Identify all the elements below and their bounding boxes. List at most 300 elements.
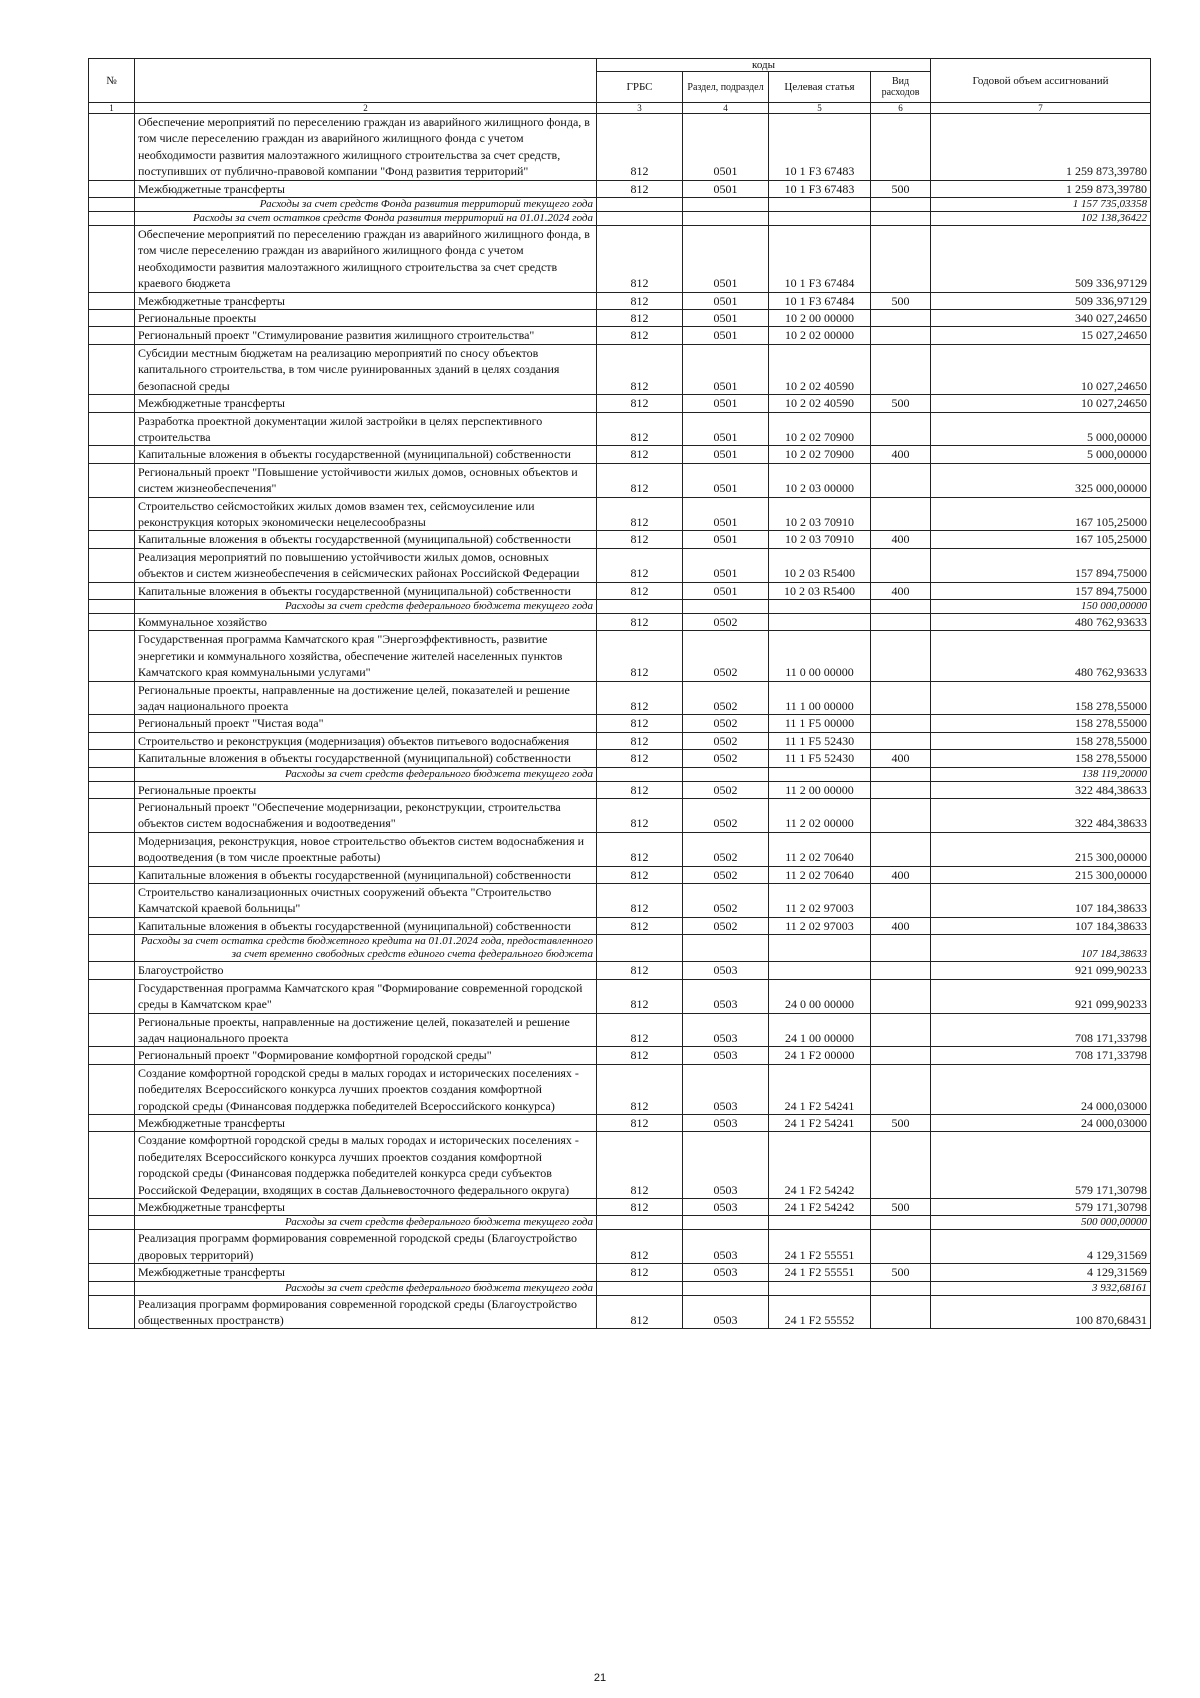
table-row — [89, 884, 1151, 918]
cell-vid — [871, 799, 931, 833]
cell-grbs: 812 — [597, 463, 683, 497]
cell-vid — [871, 1013, 931, 1047]
cell-razdel: 0503 — [683, 1064, 769, 1114]
cell-grbs: 812 — [597, 1132, 683, 1199]
cell-amount: 158 278,55000 — [931, 750, 1151, 767]
cell-grbs: 812 — [597, 1230, 683, 1264]
cell-note-text: Расходы за счет средств федерального бюджета текущего года — [135, 767, 597, 781]
cell-grbs: 812 — [597, 226, 683, 293]
column-numbers-row — [89, 103, 1151, 114]
cell-num — [89, 884, 135, 918]
cell-vid — [871, 212, 931, 226]
cell-razdel — [683, 212, 769, 226]
cell-razdel: 0501 — [683, 463, 769, 497]
cell-tselevaya: 11 1 00 00000 — [769, 681, 871, 715]
cell-razdel: 0502 — [683, 917, 769, 934]
cell-num — [89, 310, 135, 327]
cell-name: Региональный проект "Стимулирование развития жилищного строительства" — [135, 327, 597, 344]
funding-note-row — [89, 1281, 1151, 1295]
cell-name: Межбюджетные трансферты — [135, 395, 597, 412]
cell-vid — [871, 198, 931, 212]
cell-tselevaya — [769, 962, 871, 979]
cell-tselevaya: 10 2 02 40590 — [769, 344, 871, 394]
cell-vid: 400 — [871, 750, 931, 767]
cell-grbs: 812 — [597, 979, 683, 1013]
cell-num — [89, 979, 135, 1013]
cell-num — [89, 531, 135, 548]
cell-num — [89, 866, 135, 883]
cell-razdel — [683, 767, 769, 781]
cell-amount: 708 171,33798 — [931, 1013, 1151, 1047]
table-row — [89, 497, 1151, 531]
cell-amount: 100 870,68431 — [931, 1295, 1151, 1329]
cell-razdel: 0501 — [683, 497, 769, 531]
header-tselevaya: Целевая статья — [769, 72, 871, 103]
cell-name: Капитальные вложения в объекты государственной (муниципальной) собственности — [135, 531, 597, 548]
cell-razdel: 0501 — [683, 344, 769, 394]
cell-amount: 5 000,00000 — [931, 412, 1151, 446]
cell-num — [89, 962, 135, 979]
cell-tselevaya: 24 1 F2 54242 — [769, 1132, 871, 1199]
cell-vid — [871, 412, 931, 446]
table-row — [89, 327, 1151, 344]
cell-tselevaya — [769, 212, 871, 226]
cell-name: Региональный проект "Чистая вода" — [135, 715, 597, 732]
cell-vid: 400 — [871, 866, 931, 883]
cell-vid — [871, 1216, 931, 1230]
funding-note-row — [89, 212, 1151, 226]
cell-tselevaya: 10 2 02 00000 — [769, 327, 871, 344]
cell-amount: 215 300,00000 — [931, 866, 1151, 883]
cell-num — [89, 1047, 135, 1064]
cell-vid: 400 — [871, 582, 931, 599]
table-row — [89, 582, 1151, 599]
cell-vid — [871, 935, 931, 962]
cell-name: Капитальные вложения в объекты государственной (муниципальной) собственности — [135, 750, 597, 767]
page-number: 21 — [593, 1672, 607, 1684]
cell-grbs: 812 — [597, 1013, 683, 1047]
cell-vid — [871, 962, 931, 979]
cell-name: Государственная программа Камчатского края "Формирование современной городской среды в Камчатском крае" — [135, 979, 597, 1013]
cell-vid: 500 — [871, 1114, 931, 1131]
cell-num — [89, 1295, 135, 1329]
cell-grbs — [597, 212, 683, 226]
cell-tselevaya: 11 0 00 00000 — [769, 631, 871, 681]
cell-razdel: 0501 — [683, 292, 769, 309]
cell-grbs: 812 — [597, 613, 683, 630]
cell-num — [89, 497, 135, 531]
cell-tselevaya: 24 0 00 00000 — [769, 979, 871, 1013]
cell-num — [89, 1281, 135, 1295]
cell-razdel: 0502 — [683, 781, 769, 798]
cell-grbs: 812 — [597, 180, 683, 197]
cell-amount: 325 000,00000 — [931, 463, 1151, 497]
cell-name: Создание комфортной городской среды в малых городах и исторических поселениях - победителях Всероссийского конкурса лучших проектов создания комфортной городской среды (Финансовая поддержка победителей конкурса среди субъектов Российской Федерации, входящих в состав Дальневосточного федерального округа) — [135, 1132, 597, 1199]
cell-grbs — [597, 599, 683, 613]
cell-num — [89, 1264, 135, 1281]
cell-razdel: 0501 — [683, 446, 769, 463]
cell-num — [89, 582, 135, 599]
cell-num — [89, 1013, 135, 1047]
cell-tselevaya — [769, 1281, 871, 1295]
cell-tselevaya — [769, 613, 871, 630]
cell-razdel: 0501 — [683, 327, 769, 344]
cell-grbs: 812 — [597, 866, 683, 883]
cell-vid — [871, 715, 931, 732]
cell-vid — [871, 344, 931, 394]
cell-amount: 921 099,90233 — [931, 979, 1151, 1013]
cell-tselevaya: 10 2 02 70900 — [769, 412, 871, 446]
table-row — [89, 715, 1151, 732]
cell-razdel — [683, 198, 769, 212]
table-row — [89, 310, 1151, 327]
cell-vid — [871, 1230, 931, 1264]
cell-razdel: 0502 — [683, 631, 769, 681]
cell-vid — [871, 781, 931, 798]
header-name — [135, 59, 597, 103]
cell-name: Строительство канализационных очистных сооружений объекта "Строительство Камчатской краевой больницы" — [135, 884, 597, 918]
colnum: 4 — [683, 103, 769, 114]
table-row — [89, 750, 1151, 767]
cell-amount: 3 932,68161 — [931, 1281, 1151, 1295]
cell-razdel: 0501 — [683, 531, 769, 548]
table-row — [89, 781, 1151, 798]
cell-grbs: 812 — [597, 832, 683, 866]
cell-vid — [871, 681, 931, 715]
cell-note-text: Расходы за счет средств федерального бюджета текущего года — [135, 1216, 597, 1230]
cell-num — [89, 917, 135, 934]
cell-grbs: 812 — [597, 497, 683, 531]
table-row — [89, 395, 1151, 412]
cell-tselevaya: 11 2 02 70640 — [769, 832, 871, 866]
cell-num — [89, 292, 135, 309]
cell-vid — [871, 114, 931, 181]
table-body — [89, 114, 1151, 1329]
cell-amount: 158 278,55000 — [931, 732, 1151, 749]
table-row — [89, 1047, 1151, 1064]
cell-tselevaya: 24 1 F2 54241 — [769, 1114, 871, 1131]
budget-sheet — [88, 58, 1150, 1329]
cell-razdel — [683, 1281, 769, 1295]
cell-tselevaya: 10 2 03 00000 — [769, 463, 871, 497]
cell-note-text: Расходы за счет средств федерального бюджета текущего года — [135, 1281, 597, 1295]
cell-vid — [871, 631, 931, 681]
cell-tselevaya: 10 2 03 70910 — [769, 531, 871, 548]
cell-razdel: 0503 — [683, 1295, 769, 1329]
cell-razdel: 0503 — [683, 1198, 769, 1215]
funding-note-row — [89, 767, 1151, 781]
table-row — [89, 1064, 1151, 1114]
cell-tselevaya: 10 1 F3 67484 — [769, 226, 871, 293]
cell-amount: 215 300,00000 — [931, 832, 1151, 866]
cell-vid — [871, 497, 931, 531]
cell-razdel — [683, 1216, 769, 1230]
cell-num — [89, 1198, 135, 1215]
cell-tselevaya: 24 1 F2 54241 — [769, 1064, 871, 1114]
cell-grbs: 812 — [597, 715, 683, 732]
cell-amount: 1 157 735,03358 — [931, 198, 1151, 212]
cell-name: Региональный проект "Формирование комфортной городской среды" — [135, 1047, 597, 1064]
cell-grbs: 812 — [597, 1114, 683, 1131]
cell-grbs: 812 — [597, 114, 683, 181]
cell-grbs: 812 — [597, 582, 683, 599]
cell-num — [89, 715, 135, 732]
cell-amount: 10 027,24650 — [931, 344, 1151, 394]
cell-vid — [871, 979, 931, 1013]
cell-tselevaya — [769, 198, 871, 212]
table-row — [89, 866, 1151, 883]
cell-razdel — [683, 599, 769, 613]
cell-amount: 500 000,00000 — [931, 1216, 1151, 1230]
cell-amount: 150 000,00000 — [931, 599, 1151, 613]
cell-num — [89, 781, 135, 798]
cell-num — [89, 799, 135, 833]
table-row — [89, 917, 1151, 934]
cell-grbs: 812 — [597, 344, 683, 394]
cell-tselevaya: 24 1 00 00000 — [769, 1013, 871, 1047]
cell-name: Реализация программ формирования современной городской среды (Благоустройство дворовых территорий) — [135, 1230, 597, 1264]
header-codes: коды — [597, 59, 931, 72]
cell-razdel: 0503 — [683, 1132, 769, 1199]
cell-grbs: 812 — [597, 327, 683, 344]
cell-vid: 500 — [871, 292, 931, 309]
cell-grbs — [597, 1281, 683, 1295]
table-row — [89, 1264, 1151, 1281]
cell-vid — [871, 767, 931, 781]
colnum: 2 — [135, 103, 597, 114]
cell-amount: 167 105,25000 — [931, 531, 1151, 548]
cell-name: Региональные проекты — [135, 781, 597, 798]
cell-name: Региональные проекты — [135, 310, 597, 327]
cell-num — [89, 180, 135, 197]
cell-name: Создание комфортной городской среды в малых городах и исторических поселениях - победителях Всероссийского конкурса лучших проектов создания комфортной городской среды (Финансовая поддержка победителей Всероссийского конкурса) — [135, 1064, 597, 1114]
cell-razdel: 0502 — [683, 732, 769, 749]
colnum: 3 — [597, 103, 683, 114]
cell-razdel: 0501 — [683, 548, 769, 582]
cell-vid — [871, 310, 931, 327]
colnum: 6 — [871, 103, 931, 114]
table-row — [89, 446, 1151, 463]
table-row — [89, 226, 1151, 293]
cell-vid — [871, 226, 931, 293]
cell-amount: 107 184,38633 — [931, 935, 1151, 962]
cell-grbs: 812 — [597, 732, 683, 749]
cell-amount: 322 484,38633 — [931, 781, 1151, 798]
cell-amount: 509 336,97129 — [931, 292, 1151, 309]
cell-amount: 1 259 873,39780 — [931, 114, 1151, 181]
cell-tselevaya: 11 2 00 00000 — [769, 781, 871, 798]
cell-num — [89, 446, 135, 463]
cell-name: Государственная программа Камчатского края "Энергоэффективность, развитие энергетики и коммунального хозяйства, обеспечение жителей населенных пунктов Камчатского края коммунальными услугами" — [135, 631, 597, 681]
cell-name: Региональные проекты, направленные на достижение целей, показателей и решение задач национального проекта — [135, 1013, 597, 1047]
cell-grbs: 812 — [597, 1264, 683, 1281]
cell-note-text: Расходы за счет средств федерального бюджета текущего года — [135, 599, 597, 613]
cell-num — [89, 681, 135, 715]
colnum: 1 — [89, 103, 135, 114]
cell-grbs — [597, 767, 683, 781]
header-razdel: Раздел, подраздел — [683, 72, 769, 103]
cell-tselevaya: 10 1 F3 67483 — [769, 114, 871, 181]
cell-amount: 24 000,03000 — [931, 1114, 1151, 1131]
cell-num — [89, 463, 135, 497]
cell-vid — [871, 1064, 931, 1114]
cell-name: Обеспечение мероприятий по переселению граждан из аварийного жилищного фонда, в том числе переселению граждан из аварийного жилищного фонда с учетом необходимости развития малоэтажного жилищного строительства за счет средств краевого бюджета — [135, 226, 597, 293]
table-row — [89, 1132, 1151, 1199]
cell-num — [89, 1132, 135, 1199]
cell-amount: 10 027,24650 — [931, 395, 1151, 412]
cell-tselevaya: 10 1 F3 67484 — [769, 292, 871, 309]
cell-tselevaya: 11 1 F5 00000 — [769, 715, 871, 732]
header-vid: Вид расходов — [871, 72, 931, 103]
cell-name: Межбюджетные трансферты — [135, 180, 597, 197]
cell-num — [89, 1216, 135, 1230]
cell-amount: 107 184,38633 — [931, 884, 1151, 918]
cell-num — [89, 1114, 135, 1131]
table-row — [89, 962, 1151, 979]
cell-num — [89, 226, 135, 293]
cell-razdel: 0501 — [683, 412, 769, 446]
cell-razdel: 0501 — [683, 582, 769, 599]
cell-razdel: 0502 — [683, 715, 769, 732]
cell-razdel — [683, 935, 769, 962]
colnum: 5 — [769, 103, 871, 114]
cell-grbs: 812 — [597, 681, 683, 715]
cell-vid: 500 — [871, 395, 931, 412]
cell-grbs: 812 — [597, 799, 683, 833]
cell-tselevaya: 24 1 F2 54242 — [769, 1198, 871, 1215]
cell-num — [89, 344, 135, 394]
table-row — [89, 979, 1151, 1013]
cell-tselevaya: 11 1 F5 52430 — [769, 750, 871, 767]
table-row — [89, 1013, 1151, 1047]
cell-tselevaya: 10 2 03 R5400 — [769, 582, 871, 599]
table-row — [89, 412, 1151, 446]
cell-num — [89, 1230, 135, 1264]
cell-note-text: Расходы за счет средств Фонда развития территорий текущего года — [135, 198, 597, 212]
cell-amount: 102 138,36422 — [931, 212, 1151, 226]
cell-vid: 400 — [871, 531, 931, 548]
cell-num — [89, 832, 135, 866]
cell-name: Капитальные вложения в объекты государственной (муниципальной) собственности — [135, 446, 597, 463]
cell-razdel: 0503 — [683, 1114, 769, 1131]
cell-vid: 500 — [871, 180, 931, 197]
table-row — [89, 344, 1151, 394]
cell-vid — [871, 599, 931, 613]
cell-num — [89, 631, 135, 681]
cell-vid: 400 — [871, 446, 931, 463]
cell-tselevaya: 10 2 02 40590 — [769, 395, 871, 412]
cell-name: Межбюджетные трансферты — [135, 1264, 597, 1281]
cell-note-text: Расходы за счет остатка средств бюджетного кредита на 01.01.2024 года, предоставленного за счет временно свободных средств единого счета федерального бюджета — [135, 935, 597, 962]
cell-amount: 921 099,90233 — [931, 962, 1151, 979]
cell-grbs: 812 — [597, 781, 683, 798]
cell-razdel: 0503 — [683, 1047, 769, 1064]
cell-razdel: 0501 — [683, 114, 769, 181]
cell-razdel: 0501 — [683, 395, 769, 412]
cell-tselevaya: 24 1 F2 55551 — [769, 1230, 871, 1264]
cell-razdel: 0501 — [683, 180, 769, 197]
table-row — [89, 114, 1151, 181]
cell-grbs: 812 — [597, 631, 683, 681]
cell-razdel: 0501 — [683, 310, 769, 327]
table-row — [89, 1114, 1151, 1131]
cell-tselevaya — [769, 599, 871, 613]
cell-tselevaya — [769, 935, 871, 962]
cell-grbs: 812 — [597, 292, 683, 309]
cell-vid: 500 — [871, 1198, 931, 1215]
cell-name: Субсидии местным бюджетам на реализацию мероприятий по сносу объектов капитального строительства, в том числе руинированных зданий в целях создания безопасной среды — [135, 344, 597, 394]
cell-grbs: 812 — [597, 548, 683, 582]
cell-grbs: 812 — [597, 412, 683, 446]
cell-tselevaya: 11 1 F5 52430 — [769, 732, 871, 749]
cell-amount: 4 129,31569 — [931, 1230, 1151, 1264]
cell-tselevaya — [769, 1216, 871, 1230]
table-row — [89, 180, 1151, 197]
cell-tselevaya: 24 1 F2 55552 — [769, 1295, 871, 1329]
cell-name: Разработка проектной документации жилой застройки в целях перспективного строительства — [135, 412, 597, 446]
cell-vid — [871, 613, 931, 630]
cell-tselevaya: 10 2 03 R5400 — [769, 548, 871, 582]
cell-grbs: 812 — [597, 446, 683, 463]
cell-grbs: 812 — [597, 1047, 683, 1064]
cell-tselevaya: 10 1 F3 67483 — [769, 180, 871, 197]
cell-num — [89, 935, 135, 962]
cell-num — [89, 767, 135, 781]
cell-amount: 708 171,33798 — [931, 1047, 1151, 1064]
cell-razdel: 0502 — [683, 884, 769, 918]
header-grbs: ГРБС — [597, 72, 683, 103]
cell-razdel: 0502 — [683, 613, 769, 630]
cell-num — [89, 1064, 135, 1114]
cell-razdel: 0503 — [683, 1264, 769, 1281]
cell-amount: 158 278,55000 — [931, 681, 1151, 715]
header-num: № — [89, 59, 135, 103]
funding-note-row — [89, 1216, 1151, 1230]
cell-amount: 24 000,03000 — [931, 1064, 1151, 1114]
table-row — [89, 548, 1151, 582]
cell-vid — [871, 1295, 931, 1329]
table-row — [89, 531, 1151, 548]
cell-tselevaya: 10 2 02 70900 — [769, 446, 871, 463]
cell-num — [89, 750, 135, 767]
cell-tselevaya: 11 2 02 97003 — [769, 917, 871, 934]
cell-amount: 480 762,93633 — [931, 613, 1151, 630]
cell-num — [89, 613, 135, 630]
table-row — [89, 1198, 1151, 1215]
funding-note-row — [89, 198, 1151, 212]
cell-razdel: 0503 — [683, 1013, 769, 1047]
cell-vid — [871, 548, 931, 582]
cell-amount: 480 762,93633 — [931, 631, 1151, 681]
table-row — [89, 1230, 1151, 1264]
cell-amount: 158 278,55000 — [931, 715, 1151, 732]
cell-grbs: 812 — [597, 750, 683, 767]
cell-vid: 400 — [871, 917, 931, 934]
cell-num — [89, 395, 135, 412]
cell-num — [89, 548, 135, 582]
cell-amount: 579 171,30798 — [931, 1198, 1151, 1215]
cell-grbs: 812 — [597, 917, 683, 934]
cell-amount: 4 129,31569 — [931, 1264, 1151, 1281]
table-row — [89, 463, 1151, 497]
cell-name: Модернизация, реконструкция, новое строительство объектов систем водоснабжения и водоотведения (в том числе проектные работы) — [135, 832, 597, 866]
cell-razdel: 0502 — [683, 799, 769, 833]
cell-name: Реализация мероприятий по повышению устойчивости жилых домов, основных объектов и систем жизнеобеспечения в сейсмических районах Российской Федерации — [135, 548, 597, 582]
cell-amount: 157 894,75000 — [931, 548, 1151, 582]
cell-grbs: 812 — [597, 310, 683, 327]
table-row — [89, 292, 1151, 309]
cell-tselevaya: 10 2 03 70910 — [769, 497, 871, 531]
